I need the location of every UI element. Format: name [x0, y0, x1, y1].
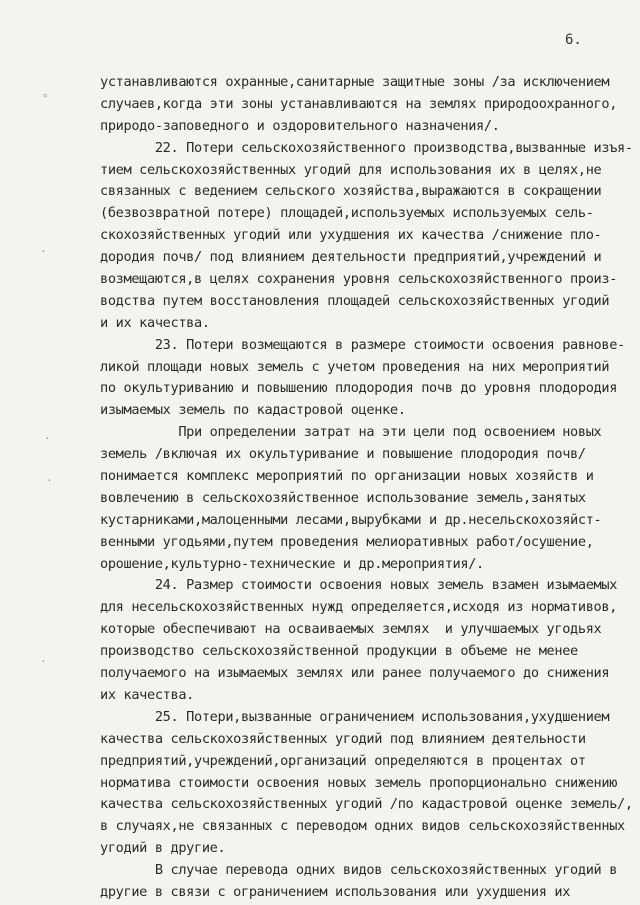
text-line: скохозяйственных угодий или ухудшения их качества /снижение пло-	[100, 227, 602, 244]
text-line: венными угодьями,путем проведения мелиоративных работ/осушение,	[100, 533, 594, 550]
text-line: и их качества.	[100, 314, 210, 331]
scan-speck: ·	[40, 245, 47, 258]
scan-speck: ·	[46, 474, 53, 487]
text-line: норматива стоимости освоения новых земель пропорционально снижению	[100, 774, 618, 791]
text-line: которые обеспечивают на осваиваемых землях и улучшаемых угодьях	[100, 621, 602, 638]
text-line: производство сельскохозяйственной продукции в объеме не менее	[100, 643, 578, 660]
text-line: В случае перевода одних видов сельскохозяйственных угодий в	[100, 862, 618, 879]
page-number: 6.	[565, 32, 582, 48]
text-line: их качества.	[100, 686, 195, 703]
text-line: тием сельскохозяйственных угодий для использования их в целях,не	[100, 161, 602, 178]
text-line: вовлечению в сельскохозяйственное использование земель,занятых	[100, 489, 586, 506]
text-line: (безвозвратной потере) площадей,используемых используемых сель-	[100, 205, 594, 222]
text-line: орошение,культурно-технические и др.мероприятия/.	[100, 555, 484, 572]
text-line: угодий в другие.	[100, 840, 226, 857]
scan-speck: °	[42, 92, 49, 105]
text-line: кустарниками,малоценными лесами,вырубками и др.несельскохозяйст-	[100, 511, 602, 528]
text-line: предприятий,учреждений,организаций определяются в процентах от	[100, 752, 586, 769]
scan-speck: ·	[40, 655, 47, 668]
text-line: понимается комплекс мероприятий по организации новых хозяйств и	[100, 468, 594, 485]
scan-speck: ·	[44, 432, 51, 445]
text-line: случаев,когда эти зоны устанавливаются на землях природоохранного,	[100, 95, 618, 112]
text-line: другие в связи с ограничением использования или ухудшения их	[100, 883, 571, 900]
body-text	[100, 72, 633, 904]
text-line: по окультуриванию и повышению плодородия почв до уровня плодородия	[100, 380, 618, 397]
text-line: качества сельскохозяйственных угодий /по кадастровой оценке земель/,	[100, 796, 633, 813]
text-line: качества сельскохозяйственных угодий под влиянием деятельности	[100, 730, 586, 747]
text-line: изымаемых земель по кадастровой оценке.	[100, 402, 406, 419]
text-line: получаемого на изымаемых землях или ранее получаемого до снижения	[100, 665, 610, 682]
text-line: 22. Потери сельскохозяйственного производства,вызванные изъя-	[100, 139, 633, 156]
text-line: 25. Потери,вызванные ограничением использования,ухудшением	[100, 708, 610, 725]
text-line: 24. Размер стоимости освоения новых земель взамен изымаемых	[100, 577, 618, 594]
text-line: дородия почв/ под влиянием деятельности предприятий,учреждений и	[100, 249, 602, 266]
text-line: ликой площади новых земель с учетом проведения на них мероприятий	[100, 358, 610, 375]
text-line: устанавливаются охранные,санитарные защитные зоны /за исключением	[100, 74, 610, 90]
text-line: возмещаются,в целях сохранения уровня сельскохозяйственного произ-	[100, 271, 618, 288]
text-line: в случаях,не связанных с переводом одних видов сельскохозяйственных	[100, 818, 625, 835]
text-line: водства путем восстановления площадей сельскохозяйственных угодий	[100, 292, 610, 309]
text-line: 23. Потери возмещаются в размере стоимости освоения равнове-	[100, 336, 625, 353]
text-line: земель /включая их окультуривание и повышение плодородия почв/	[100, 446, 586, 463]
text-line: природо-заповедного и оздоровительного назначения/.	[100, 117, 500, 134]
text-line: При определении затрат на эти цели под освоением новых	[100, 424, 602, 441]
text-line: для несельскохозяйственных нужд определяется,исходя из нормативов,	[100, 599, 618, 616]
text-line: связанных с ведением сельского хозяйства,выражаются в сокращении	[100, 183, 602, 200]
